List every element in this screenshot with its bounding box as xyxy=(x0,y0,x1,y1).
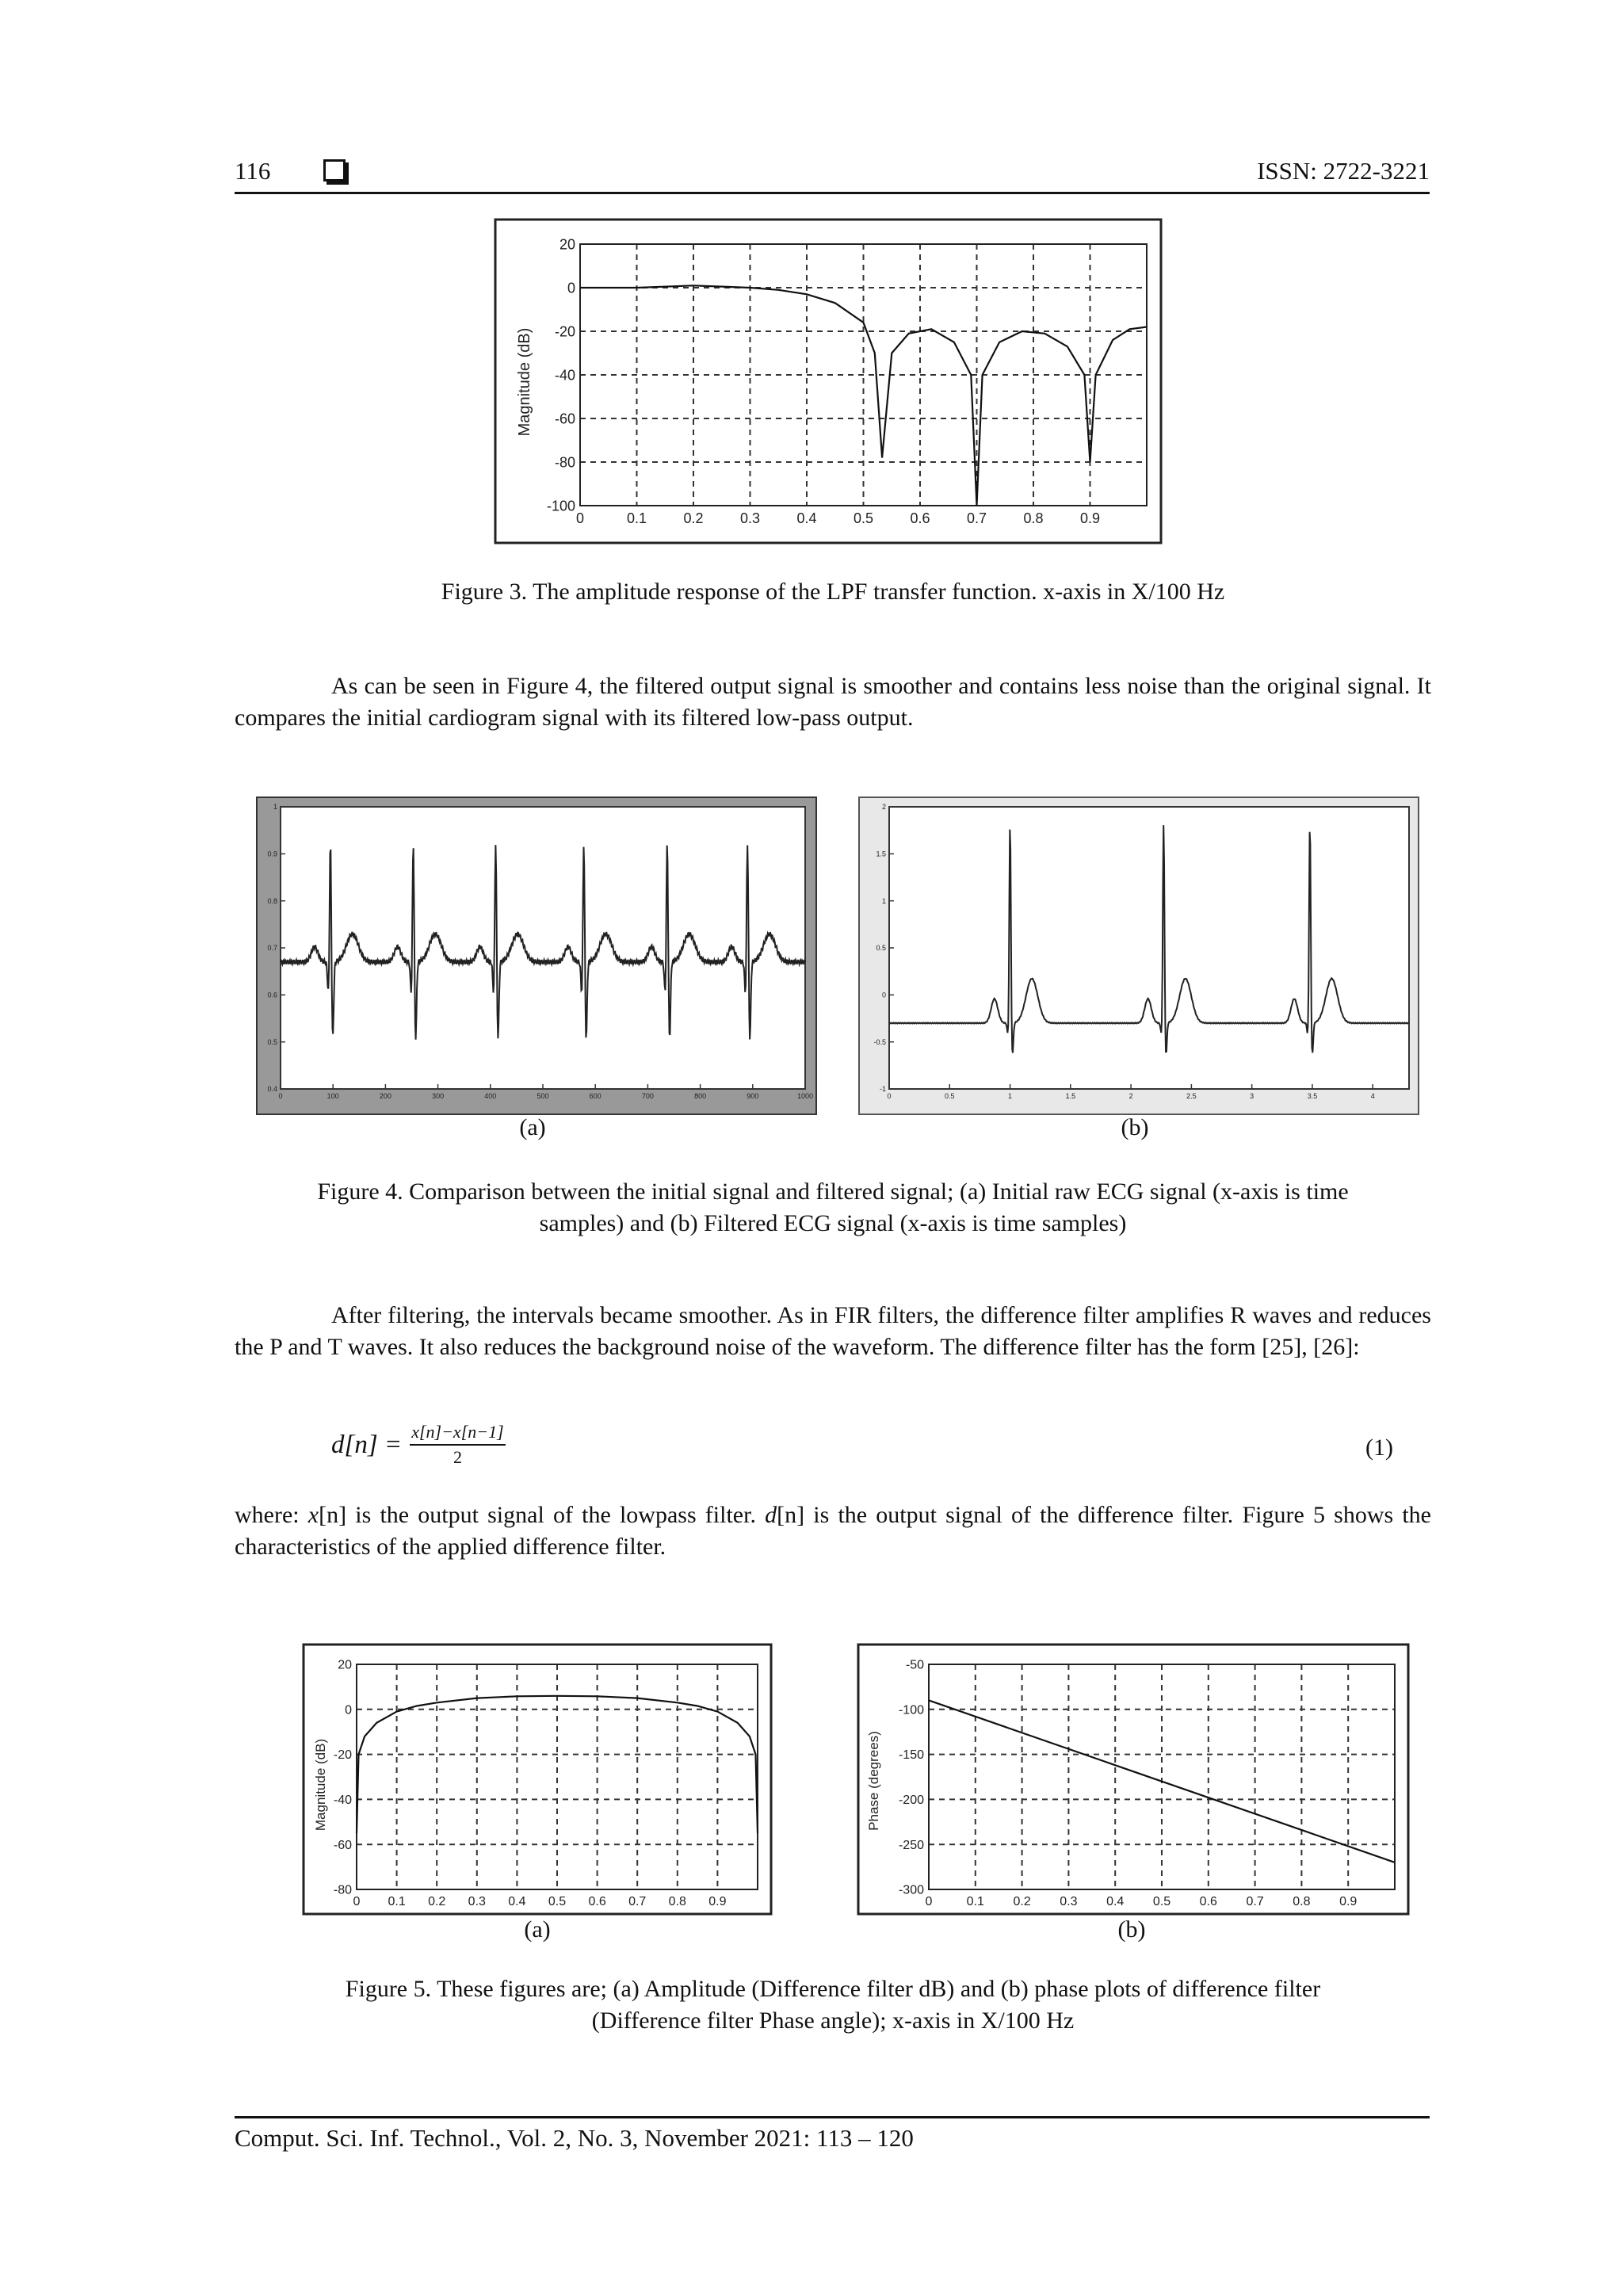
figure5a-ytick-label: 20 xyxy=(338,1658,352,1672)
square-bullet-icon xyxy=(323,159,346,181)
figure5b-xtick-label: 0.3 xyxy=(1060,1895,1078,1908)
figure5b-xtick-label: 0.9 xyxy=(1339,1895,1358,1908)
figure4a-xtick-label: 300 xyxy=(432,1092,445,1100)
footer-rule xyxy=(235,2116,1430,2118)
figure4-caption-line1: Figure 4. Comparison between the initial signal and filtered signal; (a) Initial raw ECG signal (x-axis is time xyxy=(317,1179,1349,1205)
equation-numerator: x[n]−x[n−1] xyxy=(410,1422,505,1446)
figure3-ytick-label: -80 xyxy=(554,454,575,471)
figure5-label-b: (b) xyxy=(1117,1916,1146,1943)
figure4a-ytick-label: 0.4 xyxy=(267,1085,277,1094)
figure4a-xtick-label: 500 xyxy=(537,1092,549,1100)
figure5b-xtick-label: 0.1 xyxy=(966,1895,984,1908)
figure4a-ytick-label: 0.7 xyxy=(267,944,277,953)
figure5a-ytick-label: -80 xyxy=(333,1883,352,1897)
figure4b-ytick-label: 0 xyxy=(881,991,886,999)
figure4a-xtick-label: 400 xyxy=(484,1092,497,1100)
figure5a-ytick-label: -60 xyxy=(333,1838,352,1852)
figure4b-ytick-label: -1 xyxy=(879,1085,886,1094)
figure5a-xtick-label: 0.5 xyxy=(548,1895,567,1908)
figure5-caption-line1: Figure 5. These figures are; (a) Amplitude (Difference filter dB) and (b) phase plots of difference filter xyxy=(345,1976,1321,2002)
figure5a-xtick-label: 0.4 xyxy=(508,1895,526,1908)
page-number: 116 xyxy=(235,157,271,185)
figure5-label-a: (a) xyxy=(524,1916,551,1943)
figure5b-xtick-label: 0.6 xyxy=(1199,1895,1217,1908)
figure3-ylabel: Magnitude (dB) xyxy=(516,327,533,437)
header-rule xyxy=(235,192,1430,194)
paragraph-difference-filter: After filtering, the intervals became smoother. As in FIR filters, the difference filter amplifies R waves and reduces the P and T waves. It also reduces the background noise of the waveform. The difference filter has the form [25], [26]: xyxy=(235,1302,1431,1360)
figure5a-xtick-label: 0.6 xyxy=(588,1895,606,1908)
figure3-ytick-label: -20 xyxy=(554,323,575,340)
figure5b-frame xyxy=(858,1645,1408,1914)
figure3-xtick-label: 0.5 xyxy=(853,510,874,526)
figure4b-xtick-label: 3.5 xyxy=(1307,1092,1318,1100)
paragraph-where: where: x[n] is the output signal of the lowpass filter. d[n] is the output signal of the difference filter. Figure 5 shows the characteristics of the applied difference filter. xyxy=(235,1502,1431,1560)
figure5a-ylabel: Magnitude (dB) xyxy=(313,1738,328,1832)
figure5b-xtick-label: 0.5 xyxy=(1152,1895,1171,1908)
figure5a-ytick-label: -20 xyxy=(333,1748,352,1763)
figure4a-xtick-label: 600 xyxy=(589,1092,601,1100)
figure5b-xtick-label: 0.7 xyxy=(1246,1895,1264,1908)
figure4b-xtick-label: 0 xyxy=(887,1092,892,1100)
figure3-xtick-label: 0 xyxy=(575,510,585,526)
figure4a-xtick-label: 700 xyxy=(641,1092,654,1100)
equation-number: (1) xyxy=(1365,1435,1393,1461)
figure3-ytick-label: -100 xyxy=(546,498,575,514)
figure5a-xtick-label: 0.1 xyxy=(388,1895,406,1908)
figure4b-xtick-label: 1.5 xyxy=(1065,1092,1076,1100)
figure4b-ytick-label: 1.5 xyxy=(876,850,886,858)
figure3-ytick-label: 20 xyxy=(559,236,575,253)
paragraph-figure4-intro: As can be seen in Figure 4, the filtered output signal is smoother and contains less noise than the original signal. It compares the initial cardiogram signal with its filtered low-pass output. xyxy=(235,673,1431,731)
figure4a-ytick-label: 0.9 xyxy=(267,850,277,858)
figure3-xtick-label: 0.7 xyxy=(966,510,987,526)
figure5a-chart xyxy=(301,1642,773,1916)
figure5a-xtick-label: 0.9 xyxy=(708,1895,727,1908)
figure3-xtick-label: 0.1 xyxy=(626,510,647,526)
figure5b-ytick-label: -100 xyxy=(898,1703,924,1717)
figure5b-ylabel: Phase (degrees) xyxy=(866,1731,881,1831)
figure4b-xtick-label: 2.5 xyxy=(1186,1092,1197,1100)
equation-lhs: d[n] = xyxy=(331,1430,403,1459)
figure4a-ytick-label: 0.5 xyxy=(267,1037,277,1046)
figure5b-ytick-label: -200 xyxy=(898,1794,924,1807)
figure4a-chart xyxy=(255,796,818,1117)
figure5a-xtick-label: 0 xyxy=(353,1895,361,1908)
figure5b-ytick-label: -300 xyxy=(898,1883,924,1897)
figure3-xtick-label: 0.6 xyxy=(910,510,930,526)
figure4-label-a: (a) xyxy=(519,1114,546,1140)
figure5b-xtick-label: 0 xyxy=(925,1895,933,1908)
figure5b-ytick-label: -150 xyxy=(898,1748,924,1763)
equation-1 xyxy=(331,1422,506,1468)
equation-denominator: 2 xyxy=(453,1447,462,1467)
figure5b-xtick-label: 0.4 xyxy=(1106,1895,1125,1908)
figure3-ytick-label: -60 xyxy=(554,411,575,427)
figure4b-xtick-label: 0.5 xyxy=(945,1092,955,1100)
figure4a-xtick-label: 200 xyxy=(379,1092,391,1100)
equation-fraction xyxy=(410,1422,505,1468)
figure4b-xtick-label: 4 xyxy=(1370,1092,1375,1100)
figure4b-xtick-label: 2 xyxy=(1128,1092,1133,1100)
figure4b-xtick-label: 1 xyxy=(1008,1092,1013,1100)
figure3-xtick-label: 0.3 xyxy=(739,510,761,526)
figure5a-ytick-label: -40 xyxy=(333,1794,352,1807)
figure5a-xtick-label: 0.2 xyxy=(428,1895,446,1908)
figure5b-ytick-label: -250 xyxy=(898,1838,924,1852)
figure4a-xtick-label: 100 xyxy=(327,1092,339,1100)
footer-citation: Comput. Sci. Inf. Technol., Vol. 2, No. 3, November 2021: 113 – 120 xyxy=(235,2124,914,2152)
figure5-caption-line2: (Difference filter Phase angle); x-axis in X/100 Hz xyxy=(591,2008,1075,2034)
figure4b-ytick-label: 2 xyxy=(881,803,886,812)
figure5a-xtick-label: 0.7 xyxy=(628,1895,647,1908)
figure4-label-b: (b) xyxy=(1121,1114,1149,1140)
figure4b-xtick-label: 3 xyxy=(1250,1092,1254,1100)
figure3-xtick-label: 0.9 xyxy=(1079,510,1101,526)
figure3-frame xyxy=(495,220,1161,543)
figure4a-ytick-label: 1 xyxy=(273,803,277,812)
figure4b-ytick-label: -0.5 xyxy=(873,1037,886,1046)
figure5a-xtick-label: 0.8 xyxy=(668,1895,686,1908)
figure5b-ytick-label: -50 xyxy=(905,1658,924,1672)
figure3-xtick-label: 0.4 xyxy=(796,510,817,526)
issn-label: ISSN: 2722-3221 xyxy=(1257,157,1430,185)
figure4b-ytick-label: 0.5 xyxy=(876,944,886,953)
figure4a-xtick-label: 900 xyxy=(747,1092,759,1100)
figure3-chart xyxy=(491,216,1165,548)
figure4a-xtick-label: 1000 xyxy=(796,1092,814,1100)
figure3-caption: Figure 3. The amplitude response of the LPF transfer function. x-axis in X/100 Hz xyxy=(441,579,1225,605)
figure5a-frame xyxy=(304,1645,771,1914)
figure5a-ytick-label: 0 xyxy=(345,1703,352,1717)
figure5b-xtick-label: 0.2 xyxy=(1013,1895,1031,1908)
figure3-xtick-label: 0.2 xyxy=(683,510,704,526)
figure5b-chart xyxy=(856,1642,1411,1916)
figure4-caption-line2: samples) and (b) Filtered ECG signal (x-axis is time samples) xyxy=(539,1210,1127,1236)
figure3-ytick-label: 0 xyxy=(567,280,575,296)
figure4b-plot-area xyxy=(889,807,1409,1089)
figure4b-chart xyxy=(857,796,1420,1117)
figure4a-ytick-label: 0.6 xyxy=(267,991,277,999)
figure5b-xtick-label: 0.8 xyxy=(1293,1895,1311,1908)
figure4-caption xyxy=(235,1176,1431,1240)
figure5a-xtick-label: 0.3 xyxy=(468,1895,486,1908)
figure4a-xtick-label: 800 xyxy=(694,1092,707,1100)
figure3-ytick-label: -40 xyxy=(554,367,575,384)
figure4a-ytick-label: 0.8 xyxy=(267,896,277,905)
figure3-xtick-label: 0.8 xyxy=(1023,510,1044,526)
figure4a-xtick-label: 0 xyxy=(278,1092,283,1100)
figure4b-ytick-label: 1 xyxy=(881,896,886,905)
figure5-caption xyxy=(235,1973,1431,2037)
